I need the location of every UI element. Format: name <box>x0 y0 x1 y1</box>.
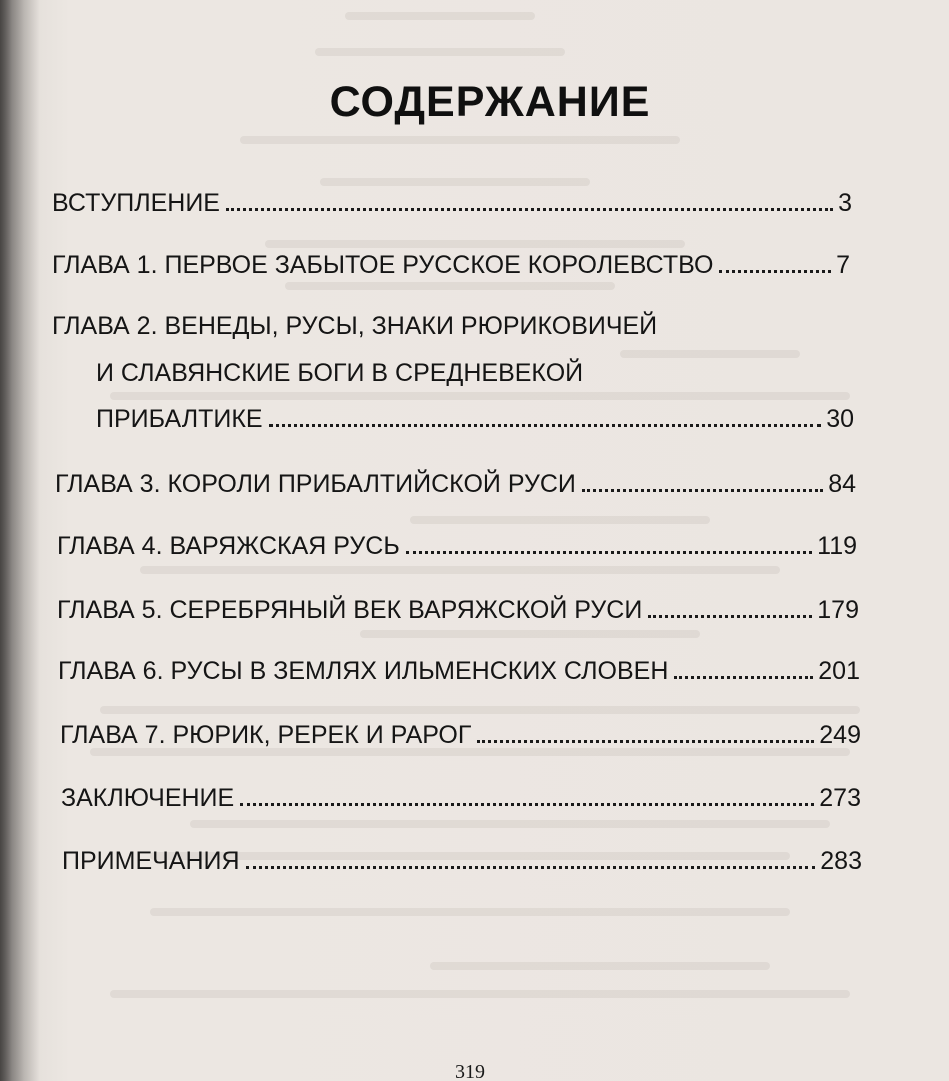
toc-entry-title: ГЛАВА 3. КОРОЛИ ПРИБАЛТИЙСКОЙ РУСИ <box>55 470 576 498</box>
toc-entry <box>57 531 857 561</box>
page-spine-shadow <box>0 0 40 1081</box>
toc-dot-leader <box>406 551 812 554</box>
toc-entry-title: ПРИБАЛТИКЕ <box>96 405 263 433</box>
toc-dot-leader <box>226 208 833 211</box>
toc-entry-title: ЗАКЛЮЧЕНИЕ <box>61 784 235 812</box>
toc-dot-leader <box>246 866 816 869</box>
toc-entry <box>58 656 860 686</box>
toc-page-number: 273 <box>819 784 861 812</box>
toc-dot-leader <box>477 740 814 743</box>
toc-dot-leader <box>582 489 823 492</box>
toc-entry <box>60 720 861 750</box>
toc-entry <box>55 469 856 499</box>
toc-entry-title: ГЛАВА 6. РУСЫ В ЗЕМЛЯХ ИЛЬМЕНСКИХ СЛОВЕН <box>58 657 669 685</box>
toc-entry <box>52 188 852 218</box>
toc-dot-leader <box>269 424 822 427</box>
folio-page-number: 319 <box>455 1061 485 1081</box>
toc-entry-title: ПРИМЕЧАНИЯ <box>62 847 240 875</box>
toc-page-number: 179 <box>817 596 859 624</box>
toc-page-number: 3 <box>838 189 852 217</box>
toc-dot-leader <box>719 270 831 273</box>
toc-entry-title-line: И СЛАВЯНСКИЕ БОГИ В СРЕДНЕВЕКОЙ <box>96 359 584 387</box>
toc-page-number: 201 <box>818 657 860 685</box>
page-title: СОДЕРЖАНИЕ <box>329 78 651 126</box>
toc-entry-title: ГЛАВА 1. ПЕРВОЕ ЗАБЫТОЕ РУССКОЕ КОРОЛЕВСТВО <box>52 251 714 279</box>
toc-entry <box>96 404 854 434</box>
toc-entry-title: ГЛАВА 4. ВАРЯЖСКАЯ РУСЬ <box>57 532 400 560</box>
toc-entry <box>57 595 859 625</box>
toc-entry <box>52 250 850 280</box>
toc-entry <box>62 846 862 876</box>
toc-page-number: 119 <box>817 532 857 560</box>
toc-dot-leader <box>674 676 813 679</box>
toc-entry-title-line: ГЛАВА 2. ВЕНЕДЫ, РУСЫ, ЗНАКИ РЮРИКОВИЧЕЙ <box>52 312 658 340</box>
toc-page-number: 249 <box>819 721 861 749</box>
toc-entry-title: ВСТУПЛЕНИЕ <box>52 189 220 217</box>
toc-entry-title: ГЛАВА 5. СЕРЕБРЯНЫЙ ВЕК ВАРЯЖСКОЙ РУСИ <box>57 596 643 624</box>
toc-page-number: 30 <box>826 405 854 433</box>
toc-page-number: 84 <box>828 470 856 498</box>
toc-page-number: 7 <box>836 251 850 279</box>
toc-dot-leader <box>240 803 814 806</box>
toc-dot-leader <box>648 615 812 618</box>
toc-entry-title: ГЛАВА 7. РЮРИК, РЕРЕК И РАРОГ <box>60 721 472 749</box>
toc-entry <box>61 783 861 813</box>
toc-page-number: 283 <box>820 847 862 875</box>
